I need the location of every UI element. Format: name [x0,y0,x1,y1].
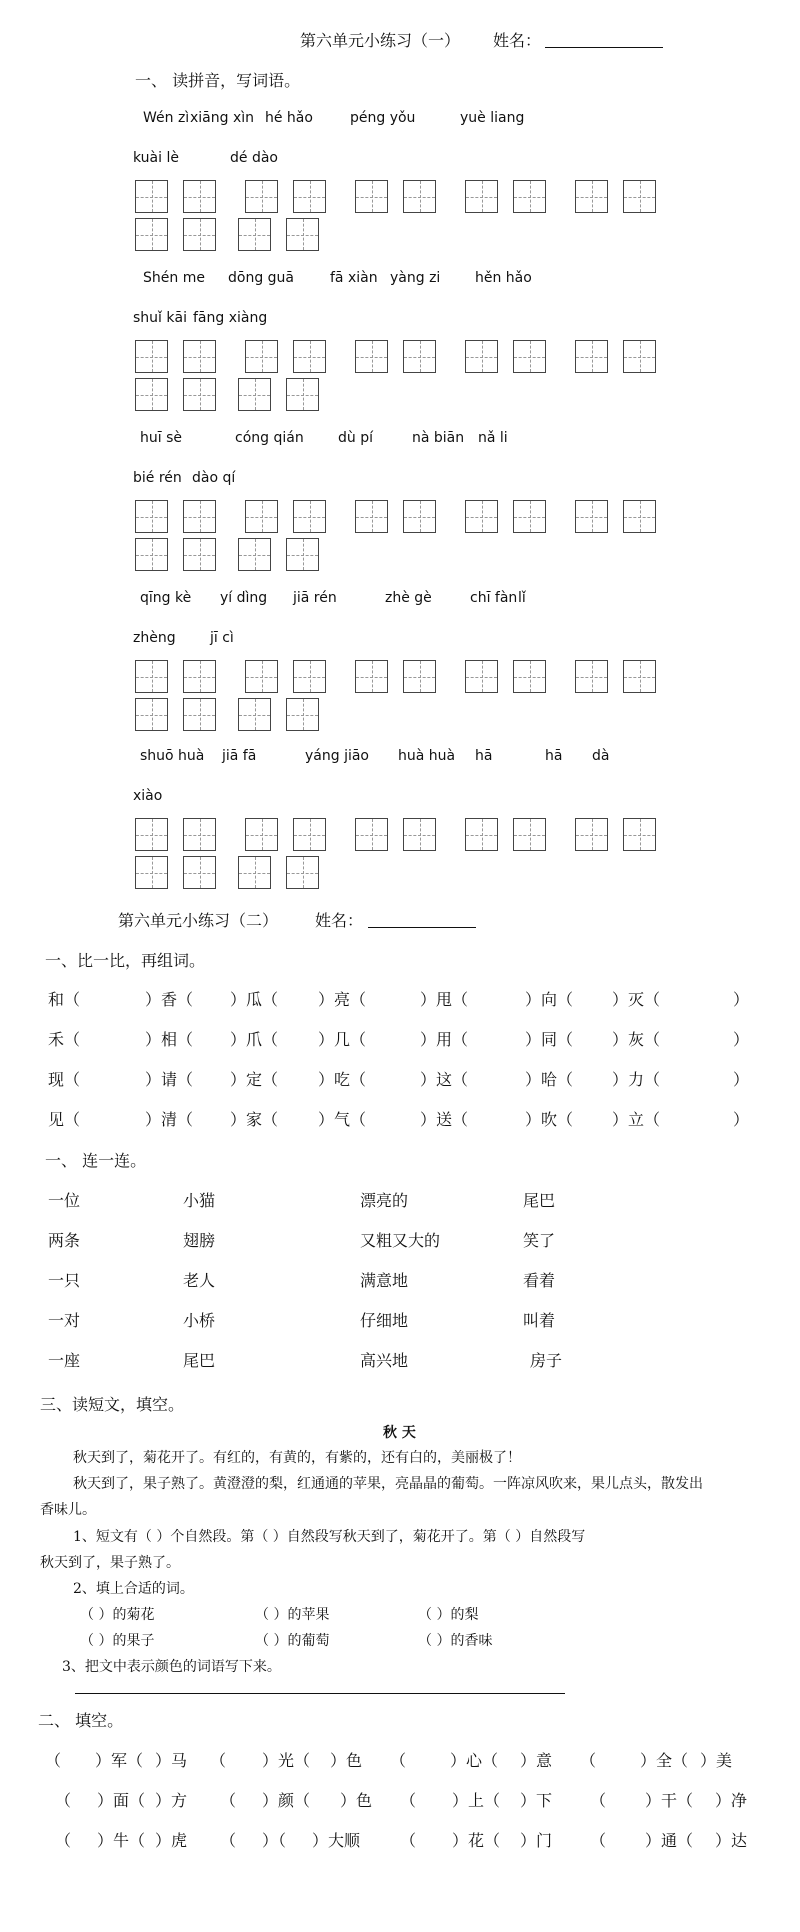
writing-box[interactable] [183,660,216,693]
compare-cell: ）瓜（ [230,990,279,1009]
compare-cell: ）用（ [420,1030,469,1049]
writing-box[interactable] [286,856,319,889]
passage-paragraph-1: 秋天到了，菊花开了。有红的，有黄的，有紫的，还有白的，美丽极了！ [73,1450,521,1466]
writing-box[interactable] [623,660,656,693]
writing-box[interactable] [135,180,168,213]
compare-cell: ）气（ [318,1110,367,1129]
pinyin-word: dà [592,748,610,764]
fill-cell: （ [400,1831,417,1850]
writing-box[interactable] [135,218,168,251]
match-item[interactable]: 漂亮的 [360,1191,409,1210]
fill-cell: ）军（ [95,1751,144,1770]
passage-title: 秋 天 [383,1425,416,1441]
match-heading: 一、 连一连。 [45,1151,147,1170]
writing-box[interactable] [183,500,216,533]
pinyin-word: Shén me [143,270,205,286]
match-item[interactable]: 尾巴 [183,1351,216,1370]
writing-box[interactable] [238,698,271,731]
writing-box[interactable] [513,180,546,213]
writing-box[interactable] [403,340,436,373]
compare-cell: ）请（ [145,1070,194,1089]
compare-cell: ）香（ [145,990,194,1009]
part2-name-field[interactable] [368,927,476,928]
match-item[interactable]: 满意地 [360,1271,409,1290]
fill-cell: ）牛（ [97,1831,146,1850]
pinyin-word: chī fàn [470,590,518,606]
part2-name-label: 姓名： [315,911,364,930]
pinyin-word: kuài lè [133,150,179,166]
compare-cell: ） [733,990,750,1009]
writing-box[interactable] [355,500,388,533]
pinyin-word: yàng zi [390,270,441,286]
writing-box[interactable] [245,818,278,851]
pinyin-word: cóng qián [235,430,304,446]
fill-cell: ）净 [715,1791,748,1810]
compare-cell: ）同（ [525,1030,574,1049]
compare-cell: ）送（ [420,1110,469,1129]
writing-box[interactable] [245,660,278,693]
fill-cell: ）虎 [155,1831,188,1850]
writing-box[interactable] [135,378,168,411]
pinyin-word: dé dào [230,150,278,166]
writing-box[interactable] [465,340,498,373]
writing-box[interactable] [293,180,326,213]
question-1a: 1、短文有（ ）个自然段。第（ ）自然段写秋天到了，菊花开了。第（ ）自然段写 [73,1529,586,1545]
writing-box[interactable] [183,856,216,889]
fill-cell: ）通（ [645,1831,694,1850]
writing-box[interactable] [293,818,326,851]
writing-box[interactable] [135,856,168,889]
match-item[interactable]: 一对 [48,1311,81,1330]
pinyin-word: dào qí [192,470,236,486]
writing-box[interactable] [183,538,216,571]
writing-box[interactable] [183,218,216,251]
compare-cell: ）力（ [612,1070,661,1089]
compare-cell: ）甩（ [420,990,469,1009]
writing-box[interactable] [286,218,319,251]
writing-box[interactable] [513,660,546,693]
writing-box[interactable] [465,818,498,851]
compare-cell: ）立（ [612,1110,661,1129]
writing-box[interactable] [623,180,656,213]
fill-cell: ）美 [700,1751,733,1770]
pinyin-word: lǐ [518,590,526,606]
pinyin-word: jī cì [210,630,234,646]
pinyin-word: jiā rén [293,590,337,606]
fill-cell: ）方 [155,1791,188,1810]
match-item[interactable]: 叫着 [523,1311,556,1330]
writing-box[interactable] [286,378,319,411]
writing-box[interactable] [135,818,168,851]
pinyin-word: hā [475,748,493,764]
compare-cell: ）家（ [230,1110,279,1129]
writing-box[interactable] [513,500,546,533]
writing-box[interactable] [238,378,271,411]
writing-box[interactable] [238,218,271,251]
match-item[interactable]: 笑了 [523,1231,556,1250]
writing-box[interactable] [293,340,326,373]
question-3: 3、把文中表示颜色的词语写下来。 [62,1659,281,1675]
pinyin-word: hěn hǎo [475,270,532,286]
question-2: 2、填上合适的词。 [73,1581,194,1597]
writing-box[interactable] [355,340,388,373]
pinyin-word: qīng kè [140,590,192,606]
match-item[interactable]: 一只 [48,1271,81,1290]
compare-cell: ）清（ [145,1110,194,1129]
pinyin-word: zhè gè [385,590,432,606]
fill-cell: ）花（ [452,1831,501,1850]
writing-box[interactable] [245,500,278,533]
fill-cell: ）下 [520,1791,553,1810]
compare-cell: ） [733,1110,750,1129]
compare-cell: ）这（ [420,1070,469,1089]
fill-heading: 二、 填空。 [38,1711,124,1730]
match-item[interactable]: 看着 [523,1271,556,1290]
compare-cell: ） [733,1030,750,1049]
pinyin-word: huà huà [398,748,456,764]
writing-box[interactable] [403,660,436,693]
match-item[interactable]: 老人 [183,1271,216,1290]
writing-box[interactable] [183,818,216,851]
writing-box[interactable] [513,818,546,851]
fill-cell: （ [220,1831,237,1850]
pinyin-word: dōng guā [228,270,295,286]
writing-box[interactable] [245,180,278,213]
fill-blank-phrase[interactable]: （ ）的菊花 [80,1607,155,1623]
fill-blank-phrase[interactable]: （ ）的果子 [80,1633,155,1649]
match-item[interactable]: 房子 [530,1351,563,1370]
compare-cell: 和（ [48,990,81,1009]
fill-blank-phrase[interactable]: （ ）的梨 [418,1607,479,1623]
writing-box[interactable] [245,340,278,373]
part1-name-label: 姓名： [493,31,542,50]
writing-box[interactable] [135,500,168,533]
writing-box[interactable] [183,180,216,213]
pinyin-word: fā xiàn [330,270,378,286]
pinyin-word: bié rén [133,470,182,486]
match-item[interactable]: 仔细地 [360,1311,409,1330]
fill-cell: ）干（ [645,1791,694,1810]
writing-box[interactable] [286,538,319,571]
fill-cell: ）意 [520,1751,553,1770]
fill-cell: ）达 [715,1831,748,1850]
pinyin-word: yáng jiāo [305,748,369,764]
pinyin-word: shuǐ kāi [133,310,187,326]
fill-cell: ）面（ [97,1791,146,1810]
writing-box[interactable] [575,500,608,533]
fill-cell: （ [590,1791,607,1810]
fill-cell: （ [210,1751,227,1770]
match-item[interactable]: 两条 [48,1231,81,1250]
writing-box[interactable] [238,538,271,571]
writing-box[interactable] [293,660,326,693]
writing-box[interactable] [355,180,388,213]
writing-box[interactable] [183,340,216,373]
compare-heading: 一、比一比，再组词。 [45,951,206,970]
writing-box[interactable] [465,500,498,533]
pinyin-word: Wén zì [143,110,190,126]
compare-cell: ）向（ [525,990,574,1009]
pinyin-word: xiào [133,788,163,804]
writing-box[interactable] [575,660,608,693]
pinyin-word: shuō huà [140,748,205,764]
pinyin-word: hā [545,748,563,764]
compare-cell: 现（ [48,1070,81,1089]
compare-cell: ）爪（ [230,1030,279,1049]
writing-box[interactable] [135,340,168,373]
compare-cell: ）吃（ [318,1070,367,1089]
pinyin-word: zhèng [133,630,176,646]
question-1b: 秋天到了，果子熟了。 [40,1555,180,1571]
writing-box[interactable] [465,660,498,693]
fill-cell: ）颜（ [262,1791,311,1810]
writing-box[interactable] [293,500,326,533]
writing-box[interactable] [575,180,608,213]
match-item[interactable]: 尾巴 [523,1191,556,1210]
fill-cell: （ [45,1751,62,1770]
reading-heading: 三、读短文，填空。 [40,1395,185,1414]
pinyin-word: hé hǎo [265,110,313,126]
color-words-answer-line[interactable] [75,1693,565,1694]
writing-box[interactable] [513,340,546,373]
pinyin-word: yí dìng [220,590,268,606]
fill-cell: （ [590,1831,607,1850]
fill-cell: （ [580,1751,597,1770]
compare-cell: ）哈（ [525,1070,574,1089]
writing-box[interactable] [623,500,656,533]
compare-cell: ）相（ [145,1030,194,1049]
pinyin-word: yuè liang [460,110,525,126]
fill-cell: （ [55,1791,72,1810]
writing-box[interactable] [465,180,498,213]
fill-cell: ）上（ [452,1791,501,1810]
fill-cell: （ [400,1791,417,1810]
fill-cell: （ [220,1791,237,1810]
fill-cell: （ [55,1831,72,1850]
writing-box[interactable] [135,660,168,693]
pinyin-word: nǎ li [478,430,508,446]
writing-box[interactable] [183,378,216,411]
compare-cell: ）定（ [230,1070,279,1089]
part1-title: 第六单元小练习（一） [300,31,461,50]
part1-section1-heading: 一、 读拼音，写词语。 [135,71,301,90]
pinyin-word: jiā fā [222,748,257,764]
fill-cell: ）大顺 [312,1831,361,1850]
part2-title: 第六单元小练习（二） [118,911,279,930]
writing-box[interactable] [575,340,608,373]
compare-cell: ）灰（ [612,1030,661,1049]
pinyin-word: huī sè [140,430,182,446]
fill-cell: （ [390,1751,407,1770]
compare-cell: ）亮（ [318,990,367,1009]
compare-cell: 禾（ [48,1030,81,1049]
match-item[interactable]: 一位 [48,1191,81,1210]
pinyin-word: péng yǒu [350,110,416,126]
writing-box[interactable] [135,698,168,731]
compare-cell: 见（ [48,1110,81,1129]
compare-cell: ）几（ [318,1030,367,1049]
writing-box[interactable] [355,660,388,693]
match-item[interactable]: 高兴地 [360,1351,409,1370]
writing-box[interactable] [623,340,656,373]
match-item[interactable]: 小桥 [183,1311,216,1330]
pinyin-word: nà biān [412,430,465,446]
passage-paragraph-2b: 香味儿。 [40,1502,96,1518]
writing-box[interactable] [403,500,436,533]
fill-cell: ）色 [340,1791,373,1810]
writing-box[interactable] [403,818,436,851]
compare-cell: ） [733,1070,750,1089]
fill-cell: ）全（ [640,1751,689,1770]
writing-box[interactable] [238,856,271,889]
writing-box[interactable] [286,698,319,731]
fill-cell: ）色 [330,1751,363,1770]
fill-cell: ）（ [262,1831,287,1850]
match-item[interactable]: 一座 [48,1351,81,1370]
writing-box[interactable] [575,818,608,851]
pinyin-word: dù pí [338,430,373,446]
compare-cell: ）吹（ [525,1110,574,1129]
match-item[interactable]: 小猫 [183,1191,216,1210]
passage-paragraph-2a: 秋天到了，果子熟了。黄澄澄的梨，红通通的苹果，亮晶晶的葡萄。一阵凉风吹来，果儿点头，散发出 [73,1476,703,1492]
fill-blank-phrase[interactable]: （ ）的苹果 [255,1607,330,1623]
fill-cell: ）光（ [262,1751,311,1770]
writing-box[interactable] [135,538,168,571]
pinyin-word: xiāng xìn [190,110,255,126]
match-item[interactable]: 又粗又大的 [360,1231,441,1250]
compare-cell: ）灭（ [612,990,661,1009]
part1-name-field[interactable] [545,47,663,48]
match-item[interactable]: 翅膀 [183,1231,216,1250]
writing-box[interactable] [355,818,388,851]
fill-blank-phrase[interactable]: （ ）的葡萄 [255,1633,330,1649]
fill-blank-phrase[interactable]: （ ）的香味 [418,1633,493,1649]
fill-cell: ）马 [155,1751,188,1770]
fill-cell: ）门 [520,1831,553,1850]
writing-box[interactable] [183,698,216,731]
pinyin-word: fāng xiàng [193,310,268,326]
writing-box[interactable] [403,180,436,213]
fill-cell: ）心（ [450,1751,499,1770]
writing-box[interactable] [623,818,656,851]
